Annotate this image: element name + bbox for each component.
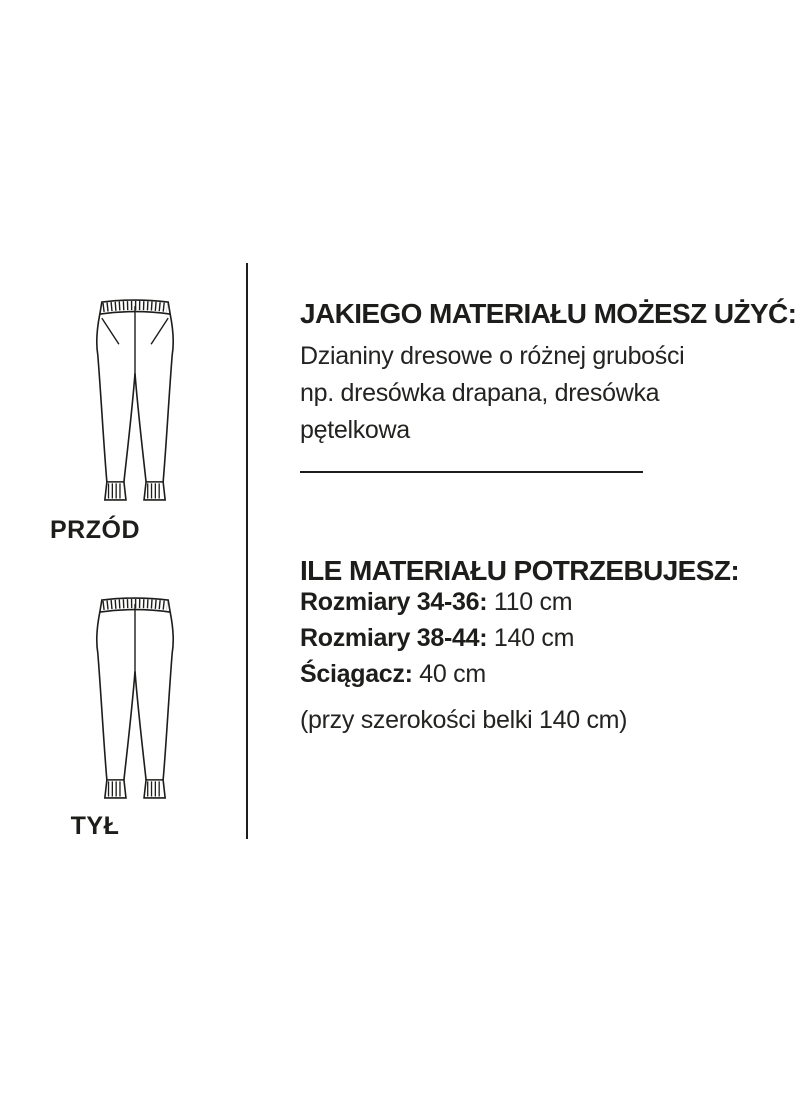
front-view-label: PRZÓD	[50, 516, 140, 544]
materials-description	[300, 338, 684, 449]
requirement-value: 110 cm	[493, 588, 573, 616]
requirement-value: 140 cm	[493, 624, 575, 652]
back-view-label: TYŁ	[70, 812, 120, 840]
sweatpants-front-drawing-icon	[93, 297, 177, 510]
fabric-width-note: (przy szerokości belki 140 cm)	[300, 706, 628, 734]
requirement-label: Rozmiary 34-36:	[300, 588, 488, 616]
material-requirements-list	[300, 584, 574, 692]
materials-description-line: pętelkowa	[300, 416, 410, 444]
requirement-label: Ściągacz:	[300, 660, 413, 688]
vertical-divider	[246, 263, 248, 839]
requirement-row	[300, 584, 574, 620]
requirement-label: Rozmiary 38-44:	[300, 624, 488, 652]
requirement-row	[300, 656, 574, 692]
sweatpants-back-drawing-icon	[93, 595, 177, 808]
requirement-value: 40 cm	[419, 660, 486, 688]
materials-section-heading: JAKIEGO MATERIAŁU MOŻESZ UŻYĆ:	[300, 297, 797, 329]
horizontal-divider	[300, 471, 643, 473]
requirement-row	[300, 620, 574, 656]
materials-description-line: Dzianiny dresowe o różnej grubości	[300, 342, 685, 370]
amount-section-heading: ILE MATERIAŁU POTRZEBUJESZ:	[300, 555, 740, 587]
materials-description-line: np. dresówka drapana, dresówka	[300, 379, 660, 407]
